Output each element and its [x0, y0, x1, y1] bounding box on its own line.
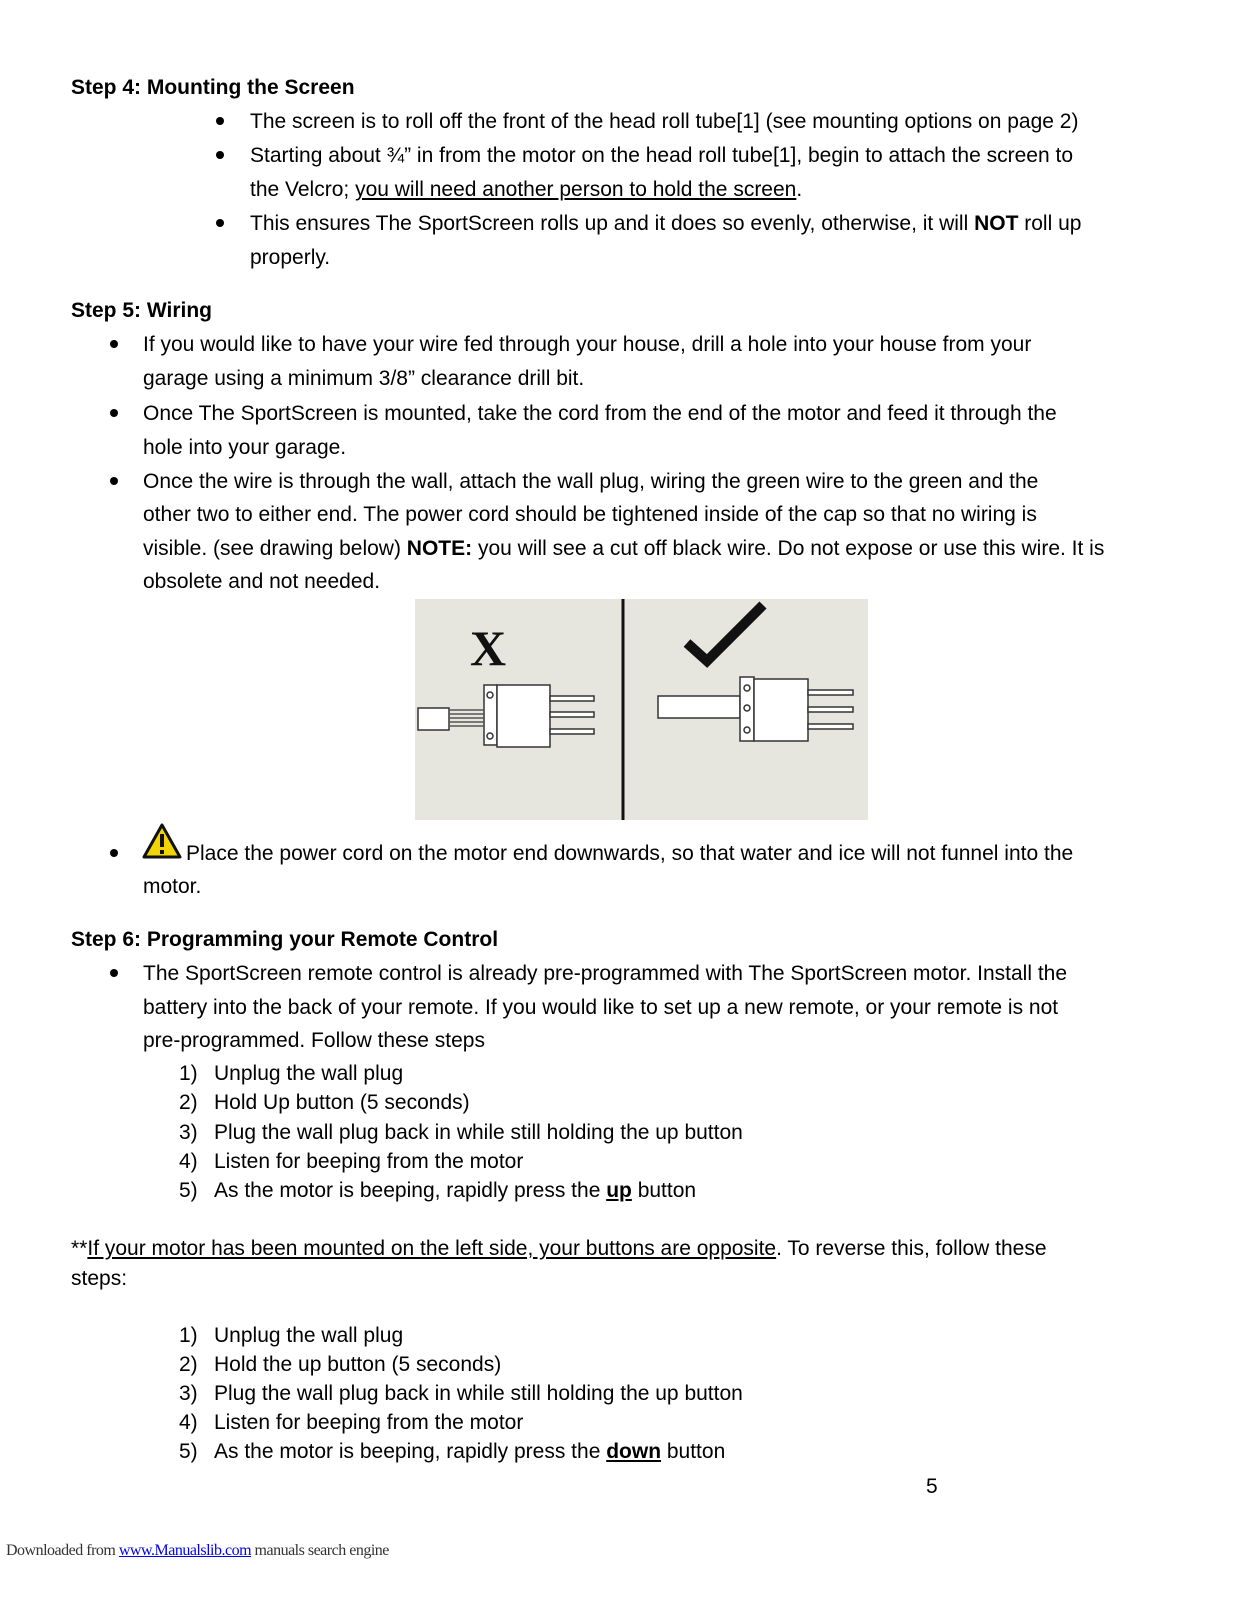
bullet: [216, 219, 224, 227]
exposed-wires-icon: [449, 710, 484, 726]
step4-heading: Step 4: Mounting the Screen: [71, 76, 355, 99]
list-number: 2): [179, 1353, 198, 1376]
manualslib-link[interactable]: www.Manualslib.com: [118, 1542, 252, 1559]
list-item: Plug the wall plug back in while still holding the up button: [214, 1121, 743, 1144]
bullet: [110, 409, 118, 417]
warning-icon: [142, 823, 182, 859]
bullet: [110, 477, 118, 485]
list-number: 2): [179, 1091, 198, 1114]
underlined-note: you will need another person to hold the screen: [355, 178, 797, 201]
list-number: 1): [179, 1062, 198, 1085]
step5-bullet3-line1: Once the wire is through the wall, attach the wall plug, wiring the green wire to the green and the: [143, 470, 1039, 493]
step5-heading: Step 5: Wiring: [71, 299, 212, 322]
list-number: 3): [179, 1382, 198, 1405]
bullet: [110, 849, 118, 857]
page-number: 5: [926, 1475, 938, 1498]
step5-bullet1-line2: garage using a minimum 3/8” clearance drill bit.: [143, 367, 585, 390]
list-number: 4): [179, 1150, 198, 1173]
step4-bullet3-line1: This ensures The SportScreen rolls up and it does so evenly, otherwise, it will NOT roll up: [250, 212, 1082, 235]
step5-bullet3-line2: other two to either end. The power cord should be tightened inside of the cap so that no wiring is: [143, 503, 1037, 526]
wrong-x-mark: X: [469, 620, 507, 676]
list-item: Listen for beeping from the motor: [214, 1411, 524, 1434]
list-item: Unplug the wall plug: [214, 1062, 404, 1085]
wrong-plug-icon: [418, 685, 594, 747]
bullet: [216, 117, 224, 125]
step6-heading: Step 6: Programming your Remote Control: [71, 928, 499, 951]
step4-bullet1: The screen is to roll off the front of the head roll tube[1] (see mounting options on page 2): [250, 110, 1079, 133]
step4-bullet3-line2: properly.: [250, 246, 331, 269]
list-item: Plug the wall plug back in while still holding the up button: [214, 1382, 743, 1405]
step5-bullet3-line3: visible. (see drawing below) NOTE: you will see a cut off black wire. Do not expose or use this wire. It is: [143, 537, 1105, 560]
step5-bullet4-line2: motor.: [143, 875, 202, 898]
step4-bullet2-line2: the Velcro; you will need another person to hold the screen.: [250, 178, 803, 201]
list-item: Listen for beeping from the motor: [214, 1150, 524, 1173]
list-item: Hold Up button (5 seconds): [214, 1091, 470, 1114]
bullet: [110, 340, 118, 348]
step6-bullet1-line2: battery into the back of your remote. If you would like to set up a new remote, or your remote is not: [143, 996, 1059, 1019]
list-number: 3): [179, 1121, 198, 1144]
list-item: As the motor is beeping, rapidly press the down button: [214, 1440, 726, 1463]
reverse-note-line1: **If your motor has been mounted on the left side, your buttons are opposite. To reverse this, follow these: [71, 1237, 1047, 1260]
step4-bullet2-line1: Starting about ¾” in from the motor on the head roll tube[1], begin to attach the screen to: [250, 144, 1073, 167]
list-item: As the motor is beeping, rapidly press the up button: [214, 1179, 697, 1202]
wiring-diagram: [415, 599, 868, 820]
step5-bullet2-line1: Once The SportScreen is mounted, take the cord from the end of the motor and feed it through the: [143, 402, 1057, 425]
step5-bullet4-line1: Place the power cord on the motor end downwards, so that water and ice will not funnel into the: [186, 842, 1074, 865]
reverse-note-line2: steps:: [71, 1267, 128, 1290]
check-icon: [687, 605, 763, 661]
step6-bullet1-line3: pre-programmed. Follow these steps: [143, 1029, 485, 1052]
bullet: [110, 969, 118, 977]
step5-bullet1-line1: If you would like to have your wire fed through your house, drill a hole into your house from your: [143, 333, 1032, 356]
list-number: 1): [179, 1324, 198, 1347]
bullet: [216, 151, 224, 159]
list-number: 4): [179, 1411, 198, 1434]
step5-bullet2-line2: hole into your garage.: [143, 436, 347, 459]
list-number: 5): [179, 1179, 198, 1202]
correct-plug-icon: [658, 677, 853, 741]
wiring-diagram-svg: [415, 599, 868, 820]
list-number: 5): [179, 1440, 198, 1463]
step5-bullet3-line4: obsolete and not needed.: [143, 570, 381, 593]
list-item: Hold the up button (5 seconds): [214, 1353, 502, 1376]
footer: Downloaded from www.Manualslib.com manuals search engine: [6, 1542, 389, 1559]
step6-bullet1-line1: The SportScreen remote control is already pre-programmed with The SportScreen motor. Install the: [143, 962, 1068, 985]
list-item: Unplug the wall plug: [214, 1324, 404, 1347]
